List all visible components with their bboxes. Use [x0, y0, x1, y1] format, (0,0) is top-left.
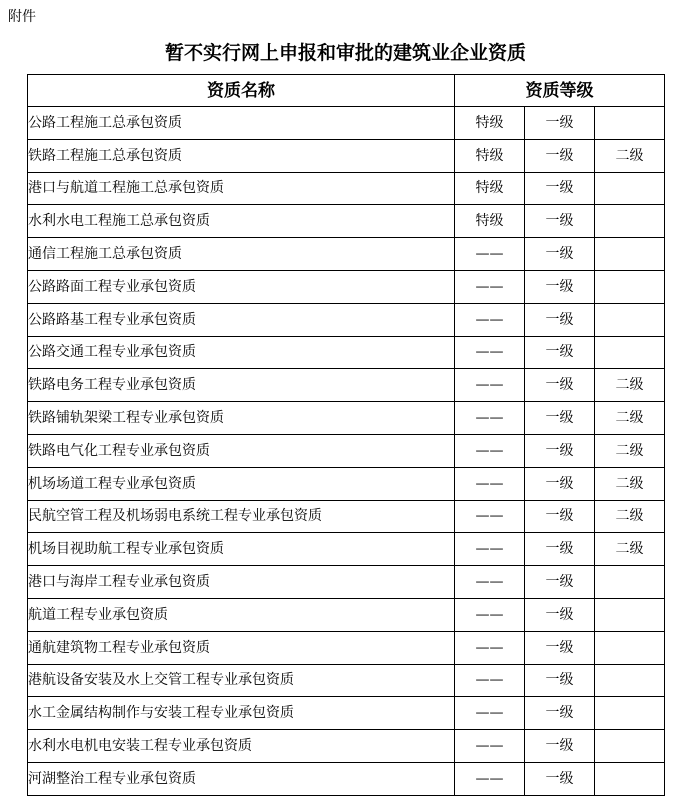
- grade-second-cell: 二级: [595, 500, 665, 533]
- grade-special-cell: ——: [455, 434, 525, 467]
- grade-special-cell: ——: [455, 369, 525, 402]
- grade-first-cell: 一级: [525, 533, 595, 566]
- grade-second-cell: [595, 762, 665, 795]
- grade-special-cell: ——: [455, 402, 525, 435]
- grade-first-cell: 一级: [525, 303, 595, 336]
- grade-second-cell: [595, 107, 665, 140]
- table-row: [28, 172, 665, 205]
- qualification-name-cell: 公路路基工程专业承包资质: [28, 303, 455, 336]
- grade-first-cell: 一级: [525, 467, 595, 500]
- grade-second-cell: [595, 205, 665, 238]
- table-row: [28, 697, 665, 730]
- grade-special-cell: 特级: [455, 172, 525, 205]
- grade-special-cell: ——: [455, 631, 525, 664]
- grade-second-cell: 二级: [595, 533, 665, 566]
- qualification-name-cell: 铁路工程施工总承包资质: [28, 139, 455, 172]
- grade-special-cell: ——: [455, 238, 525, 271]
- qualification-name-cell: 通信工程施工总承包资质: [28, 238, 455, 271]
- grade-special-cell: ——: [455, 303, 525, 336]
- grade-special-cell: ——: [455, 336, 525, 369]
- table-row: [28, 762, 665, 795]
- table-row: [28, 500, 665, 533]
- qualification-name-cell: 铁路电气化工程专业承包资质: [28, 434, 455, 467]
- qualification-name-cell: 港口与海岸工程专业承包资质: [28, 566, 455, 599]
- table-row: [28, 566, 665, 599]
- grade-first-cell: 一级: [525, 500, 595, 533]
- grade-first-cell: 一级: [525, 369, 595, 402]
- grade-second-cell: [595, 631, 665, 664]
- table-row: [28, 336, 665, 369]
- header-qualification-grade: 资质等级: [455, 75, 665, 107]
- grade-first-cell: 一级: [525, 336, 595, 369]
- table-row: [28, 434, 665, 467]
- qualification-name-cell: 航道工程专业承包资质: [28, 598, 455, 631]
- grade-second-cell: 二级: [595, 434, 665, 467]
- grade-first-cell: 一级: [525, 238, 595, 271]
- table-header-row: [28, 75, 665, 107]
- grade-special-cell: ——: [455, 697, 525, 730]
- grade-second-cell: [595, 270, 665, 303]
- qualification-name-cell: 公路路面工程专业承包资质: [28, 270, 455, 303]
- table-row: [28, 402, 665, 435]
- qualification-name-cell: 机场目视助航工程专业承包资质: [28, 533, 455, 566]
- qualification-name-cell: 河湖整治工程专业承包资质: [28, 762, 455, 795]
- grade-second-cell: 二级: [595, 369, 665, 402]
- table-row: [28, 533, 665, 566]
- grade-first-cell: 一级: [525, 205, 595, 238]
- grade-first-cell: 一级: [525, 107, 595, 140]
- qualification-name-cell: 水利水电机电安装工程专业承包资质: [28, 730, 455, 763]
- grade-special-cell: ——: [455, 598, 525, 631]
- grade-special-cell: ——: [455, 270, 525, 303]
- grade-second-cell: [595, 697, 665, 730]
- table-row: [28, 631, 665, 664]
- grade-second-cell: [595, 303, 665, 336]
- grade-special-cell: ——: [455, 730, 525, 763]
- qualification-name-cell: 水工金属结构制作与安装工程专业承包资质: [28, 697, 455, 730]
- grade-first-cell: 一级: [525, 598, 595, 631]
- grade-second-cell: 二级: [595, 467, 665, 500]
- grade-second-cell: 二级: [595, 139, 665, 172]
- qualification-name-cell: 港航设备安装及水上交管工程专业承包资质: [28, 664, 455, 697]
- qualification-name-cell: 铁路电务工程专业承包资质: [28, 369, 455, 402]
- qualification-name-cell: 公路交通工程专业承包资质: [28, 336, 455, 369]
- grade-second-cell: [595, 172, 665, 205]
- grade-second-cell: [595, 598, 665, 631]
- qualification-table: [27, 74, 665, 796]
- grade-second-cell: [595, 336, 665, 369]
- grade-second-cell: [595, 664, 665, 697]
- table-row: [28, 303, 665, 336]
- qualification-name-cell: 通航建筑物工程专业承包资质: [28, 631, 455, 664]
- grade-first-cell: 一级: [525, 139, 595, 172]
- grade-special-cell: 特级: [455, 139, 525, 172]
- table-row: [28, 270, 665, 303]
- grade-second-cell: 二级: [595, 402, 665, 435]
- grade-second-cell: [595, 566, 665, 599]
- grade-first-cell: 一级: [525, 270, 595, 303]
- grade-first-cell: 一级: [525, 566, 595, 599]
- grade-first-cell: 一级: [525, 172, 595, 205]
- grade-first-cell: 一级: [525, 434, 595, 467]
- table-row: [28, 205, 665, 238]
- table-row: [28, 467, 665, 500]
- table-row: [28, 598, 665, 631]
- page-title: 暂不实行网上申报和审批的建筑业企业资质: [164, 42, 526, 64]
- header-qualification-name: 资质名称: [28, 75, 455, 107]
- grade-first-cell: 一级: [525, 762, 595, 795]
- table-row: [28, 664, 665, 697]
- qualification-name-cell: 机场场道工程专业承包资质: [28, 467, 455, 500]
- grade-special-cell: ——: [455, 664, 525, 697]
- table-row: [28, 107, 665, 140]
- grade-second-cell: [595, 238, 665, 271]
- grade-special-cell: ——: [455, 566, 525, 599]
- table-row: [28, 369, 665, 402]
- qualification-name-cell: 港口与航道工程施工总承包资质: [28, 172, 455, 205]
- qualification-name-cell: 民航空管工程及机场弱电系统工程专业承包资质: [28, 500, 455, 533]
- grade-first-cell: 一级: [525, 631, 595, 664]
- grade-special-cell: 特级: [455, 107, 525, 140]
- table-body: [28, 107, 665, 796]
- grade-first-cell: 一级: [525, 697, 595, 730]
- grade-first-cell: 一级: [525, 664, 595, 697]
- grade-special-cell: ——: [455, 533, 525, 566]
- grade-first-cell: 一级: [525, 730, 595, 763]
- grade-second-cell: [595, 730, 665, 763]
- grade-special-cell: ——: [455, 500, 525, 533]
- table-row: [28, 139, 665, 172]
- grade-special-cell: ——: [455, 467, 525, 500]
- attachment-label: 附件: [8, 9, 36, 25]
- grade-first-cell: 一级: [525, 402, 595, 435]
- qualification-name-cell: 水利水电工程施工总承包资质: [28, 205, 455, 238]
- grade-special-cell: 特级: [455, 205, 525, 238]
- table-row: [28, 238, 665, 271]
- qualification-name-cell: 公路工程施工总承包资质: [28, 107, 455, 140]
- qualification-name-cell: 铁路铺轨架梁工程专业承包资质: [28, 402, 455, 435]
- table-row: [28, 730, 665, 763]
- grade-special-cell: ——: [455, 762, 525, 795]
